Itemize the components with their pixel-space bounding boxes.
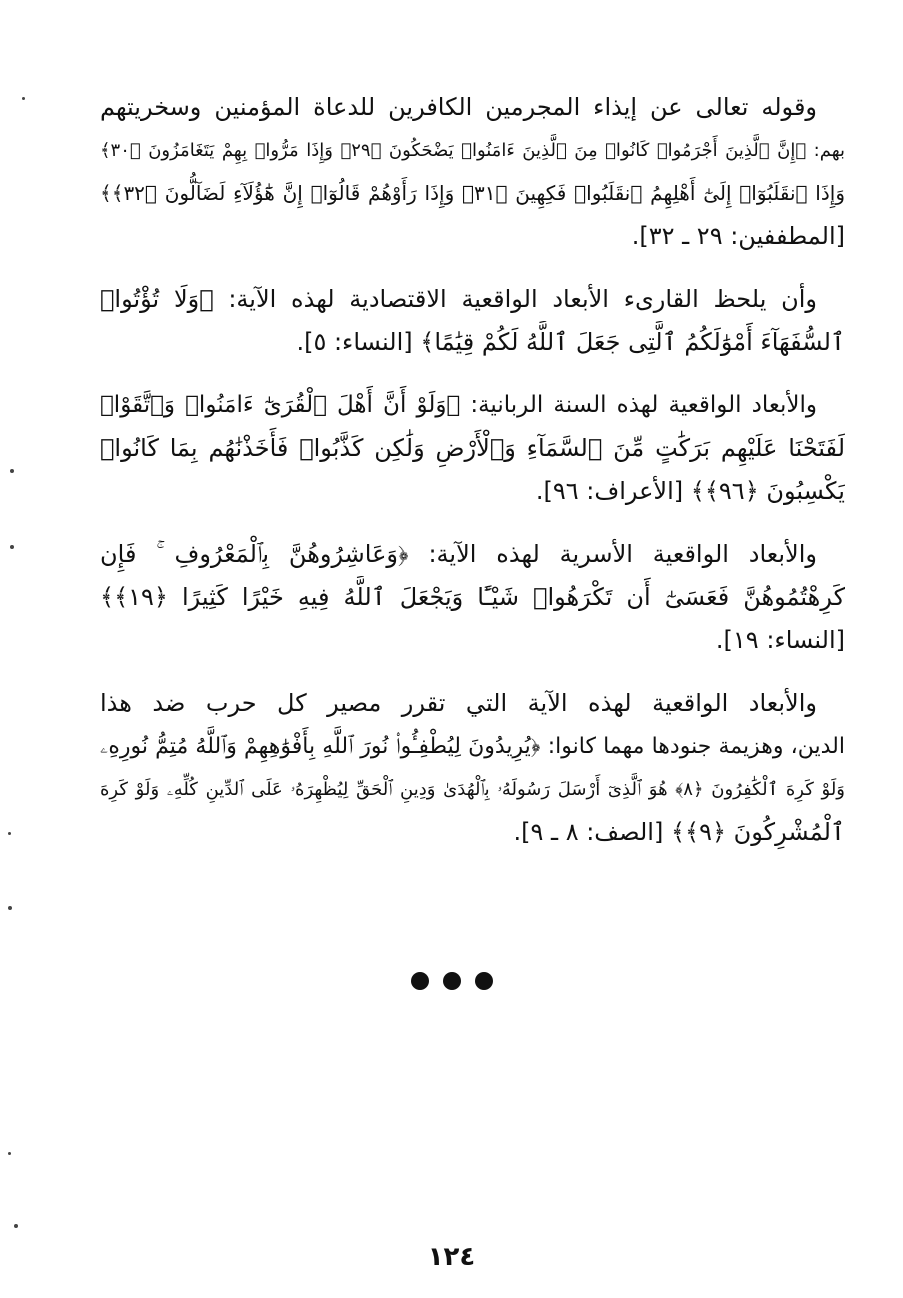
- paragraph-family: [100, 533, 845, 662]
- text-line: لَفَتَحْنَا عَلَيْهِم بَرَكَٰتٍ مِّنَ ٱلسَّمَآءِ وَٱلْأَرْضِ وَلَٰكِن كَذَّبُوا۟ فَأَخَذْنَٰهُم بِمَا كَانُوا۟: [100, 434, 845, 462]
- divider-dot: [443, 972, 461, 990]
- text-line: والأبعاد الواقعية لهذه الآية التي تقرر مصير كل حرب ضد هذا: [100, 689, 817, 717]
- text-line: وقوله تعالى عن إيذاء المجرمين الكافرين للدعاة المؤمنين وسخريتهم: [100, 93, 817, 121]
- scan-speck: [8, 832, 11, 835]
- text-line: كَرِهْتُمُوهُنَّ فَعَسَىٰٓ أَن تَكْرَهُوا۟ شَيْـًٔا وَيَجْعَلَ ٱللَّهُ فِيهِ خَيْرًا كَثِيرًا ﴿١٩﴾﴾: [100, 583, 845, 611]
- verse-reference: [المطففين: ٢٩ ـ ٣٢].: [631, 222, 845, 250]
- verse-reference: [النساء: ١٩].: [715, 626, 845, 654]
- text-line: الدين، وهزيمة جنودها مهما كانوا: ﴿يُرِيدُونَ لِيُطْفِـُٔوا۟ نُورَ ٱللَّهِ بِأَفْوَٰهِهِمْ وَٱللَّهُ مُتِمُّ نُورِهِۦ: [100, 734, 845, 759]
- scan-speck: [14, 1224, 18, 1228]
- text-line: وَإِذَا ٱنقَلَبُوٓا۟ إِلَىٰٓ أَهْلِهِمُ ٱنقَلَبُوا۟ فَكِهِينَ ﴿٣١﴾ وَإِذَا رَأَوْهُمْ قَالُوٓا۟ إِنَّ هَٰٓؤُلَآءِ لَضَآلُّونَ ﴿٣٢﴾﴾: [100, 181, 845, 205]
- scan-speck: [8, 906, 12, 910]
- divider-dot: [411, 972, 429, 990]
- text-line: والأبعاد الواقعية الأسرية لهذه الآية: ﴿وَعَاشِرُوهُنَّ بِٱلْمَعْرُوفِ ۚ فَإِن: [100, 540, 817, 568]
- text-line: ٱلْمُشْرِكُونَ ﴿٩﴾﴾ [الصف: ٨ ـ ٩].: [513, 818, 845, 846]
- page-body: [100, 86, 845, 874]
- section-divider: [0, 972, 903, 992]
- scan-speck: [8, 1152, 11, 1155]
- paragraph-mockery: [100, 86, 845, 258]
- scan-speck: [22, 97, 25, 100]
- text-line: وَلَوْ كَرِهَ ٱلْكَٰفِرُونَ ﴿٨﴾ هُوَ ٱلَّذِىٓ أَرْسَلَ رَسُولَهُۥ بِٱلْهُدَىٰ وَدِينِ ٱلْحَقِّ لِيُظْهِرَهُۥ عَلَى ٱلدِّينِ كُلِّهِۦ وَلَوْ كَرِهَ: [100, 779, 845, 800]
- paragraph-divine-law: [100, 384, 845, 513]
- text-line: ٱلسُّفَهَآءَ أَمْوَٰلَكُمُ ٱلَّتِى جَعَلَ ٱللَّهُ لَكُمْ قِيَٰمًا﴾ [النساء: ٥].: [296, 328, 845, 356]
- scan-speck: [10, 545, 14, 549]
- text-line: وأن يلحظ القارىء الأبعاد الواقعية الاقتصادية لهذه الآية: ﴿وَلَا تُؤْتُوا۟: [100, 285, 817, 313]
- text-line: يَكْسِبُونَ ﴿٩٦﴾﴾ [الأعراف: ٩٦].: [535, 477, 845, 505]
- paragraph-economic: [100, 278, 845, 364]
- text-line: والأبعاد الواقعية لهذه السنة الربانية: ﴿وَلَوْ أَنَّ أَهْلَ ٱلْقُرَىٰٓ ءَامَنُوا۟ وَٱتَّقَوْا۟: [100, 392, 817, 418]
- paragraph-religion-victory: [100, 682, 845, 854]
- divider-dot: [475, 972, 493, 990]
- page-number: ١٢٤: [427, 1242, 476, 1272]
- scan-speck: [10, 469, 14, 473]
- text-line: بهم: ﴿إِنَّ ٱلَّذِينَ أَجْرَمُوا۟ كَانُوا۟ مِنَ ٱلَّذِينَ ءَامَنُوا۟ يَضْحَكُونَ ﴿٢٩﴾ وَإِذَا مَرُّوا۟ بِهِمْ يَتَغَامَزُونَ ﴿٣٠﴾: [100, 140, 845, 161]
